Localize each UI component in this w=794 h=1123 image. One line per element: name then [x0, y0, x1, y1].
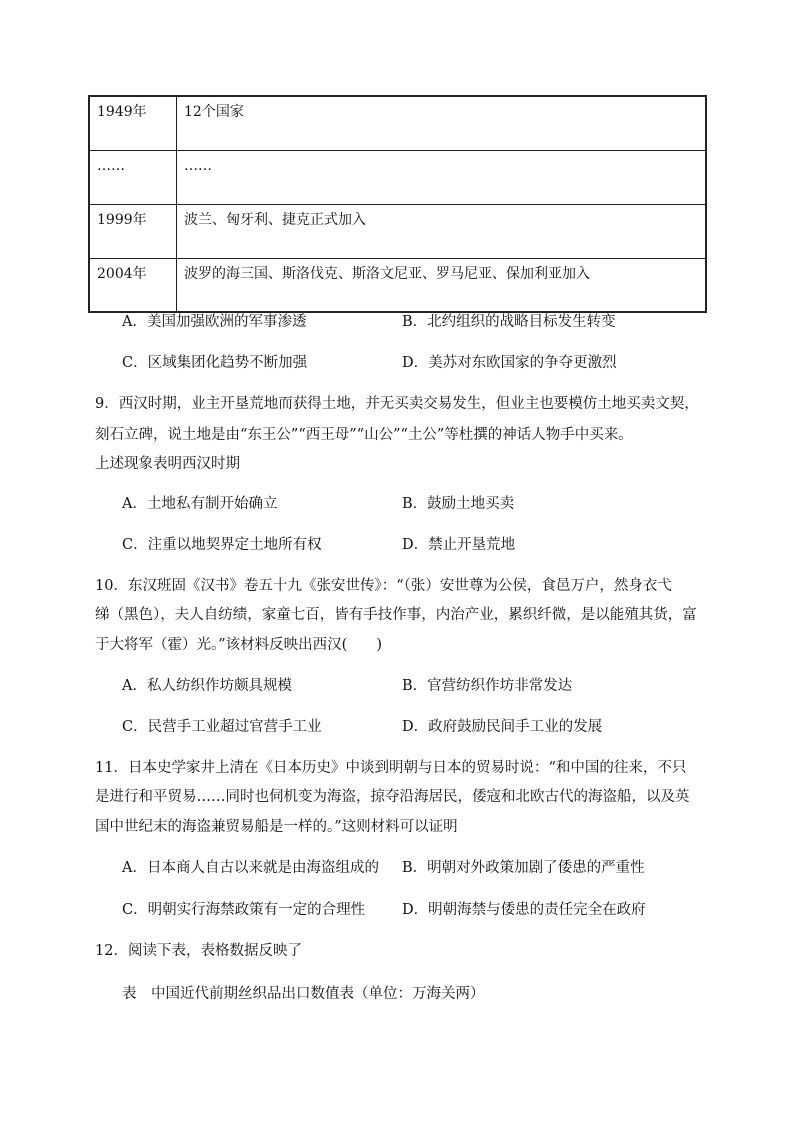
table-cell-members: 波兰、匈牙利、捷克正式加入	[177, 204, 707, 258]
table-row	[89, 96, 706, 150]
q10-option-d: D．政府鼓励民间手工业的发展	[402, 719, 603, 735]
q11-stem-line-3: 国中世纪末的海盗兼贸易船是一样的。”这则材料可以证明	[95, 819, 458, 835]
q11-option-b: B．明朝对外政策加剧了倭患的严重性	[402, 860, 645, 876]
q10-stem-line-2: 绨（黑色），夫人自纺绩，家童七百，皆有手技作事，内治产业，累织纤微，是以能殖其货，富	[95, 607, 697, 623]
q10-stem-line-3: 于大将军（霍）光。”该材料反映出西汉( )	[95, 637, 382, 653]
q10-option-a: A．私人纺织作坊颇具规模	[122, 678, 292, 694]
table-cell-year: 1999年	[89, 204, 177, 258]
q9-stem-line-3: 上述现象表明西汉时期	[95, 456, 240, 472]
q10-option-b: B．官营纺织作坊非常发达	[402, 678, 573, 694]
q8-option-c: C．区域集团化趋势不断加强	[122, 355, 308, 371]
q9-stem-line-2: 刻石立碑，说土地是由“东王公”“西王母”“山公”“土公”等杜撰的神话人物手中买来。	[95, 427, 633, 443]
q12-table-caption: 表 中国近代前期丝织品出口数值表（单位：万海关两）	[122, 986, 485, 1002]
q11-option-a: A．日本商人自古以来就是由海盗组成的	[122, 860, 379, 876]
table-row	[89, 204, 706, 258]
q12-stem: 12．阅读下表，表格数据反映了	[95, 943, 302, 959]
table-cell-members: ……	[177, 150, 707, 204]
q9-option-b: B．鼓励土地买卖	[402, 496, 515, 512]
q11-option-d: D．明朝海禁与倭患的责任完全在政府	[402, 902, 646, 918]
nato-expansion-table	[88, 95, 707, 313]
q10-stem-line-1: 10．东汉班固《汉书》卷五十九《张安世传》：“（张）安世尊为公侯，食邑万户，然身衣弋	[95, 578, 672, 594]
table-cell-year: 2004年	[89, 258, 177, 312]
q8-option-b: B．北约组织的战略目标发生转变	[402, 314, 616, 330]
table-cell-members: 波罗的海三国、斯洛伐克、斯洛文尼亚、罗马尼亚、保加利亚加入	[177, 258, 707, 312]
table-cell-year: 1949年	[89, 96, 177, 150]
q8-option-d: D．美苏对东欧国家的争夺更激烈	[402, 355, 617, 371]
q9-stem-line-1: 9．西汉时期，业主开垦荒地而获得土地，并无买卖交易发生，但业主也要模仿土地买卖文契，	[95, 396, 699, 412]
q11-stem-line-2: 是进行和平贸易……同时也伺机变为海盗，掠夺沿海居民，倭寇和北欧古代的海盗船，以及英	[95, 789, 690, 805]
table-row	[89, 258, 706, 312]
q10-option-c: C．民营手工业超过官营手工业	[122, 719, 322, 735]
q9-option-a: A．土地私有制开始确立	[122, 496, 278, 512]
table-row	[89, 150, 706, 204]
q8-option-a: A．美国加强欧洲的军事渗透	[122, 314, 307, 330]
table-cell-members: 12个国家	[177, 96, 707, 150]
q9-option-c: C．注重以地契界定土地所有权	[122, 537, 322, 553]
q11-stem-line-1: 11．日本史学家井上清在《日本历史》中谈到明朝与日本的贸易时说：“和中国的往来，不只	[95, 760, 687, 776]
q9-option-d: D．禁止开垦荒地	[402, 537, 516, 553]
q11-option-c: C．明朝实行海禁政策有一定的合理性	[122, 902, 366, 918]
table-cell-year: ……	[89, 150, 177, 204]
